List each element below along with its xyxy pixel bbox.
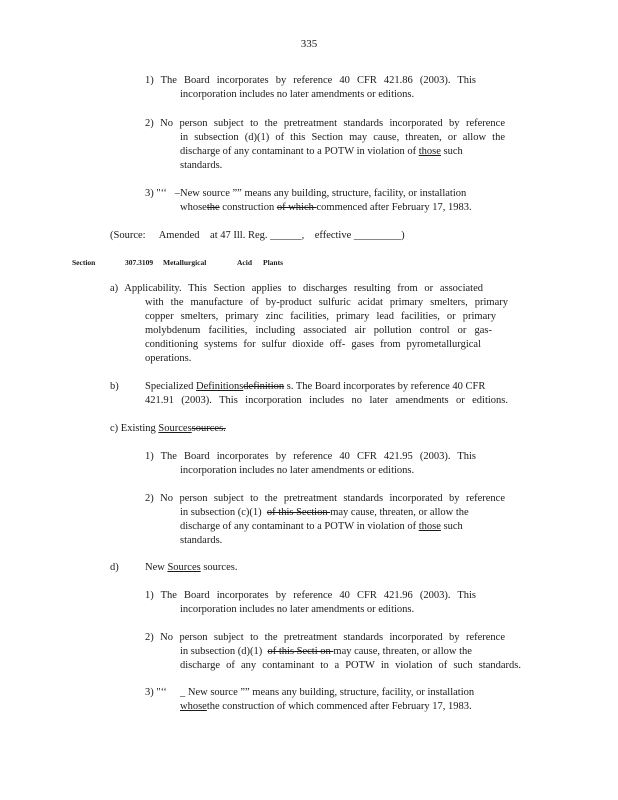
subsection-d-item-3-line-1: 3) "‘‘ _ New source ”” means any building, structure, facility, or installation <box>145 687 475 698</box>
top-item-2-line-2: in subsection (d)(1) of this Section may cause, threaten, or allow the <box>180 132 505 143</box>
subsection-a-line-3: copper smelters, primary zinc facilities, primary lead facilities, or primary <box>145 311 496 322</box>
section-number: 307.3109 <box>125 258 154 267</box>
section-title-word-3: Plants <box>263 258 284 267</box>
subsection-a-line-5: conditioning systems for sulfur dioxide off- gases from pyrometallurgical <box>145 339 481 350</box>
subsection-d-item-2-line-2: in subsection (d)(1) of this Secti on may cause, threaten, or allow the <box>180 646 472 657</box>
section-label: Section <box>72 258 96 267</box>
section-title-word-1: Metallurgical <box>163 258 207 267</box>
subsection-c-item-1-line-2: incorporation includes no later amendments or editions. <box>180 465 415 476</box>
subsection-c-item-2-line-2: in subsection (c)(1) of this Section may cause, threaten, or allow the <box>180 507 469 518</box>
top-item-2-line-3: discharge of any contaminant to a POTW in violation of those such <box>180 146 463 157</box>
page-number: 335 <box>300 38 318 50</box>
top-item-2-line-4: standards. <box>180 160 223 171</box>
subsection-d-item-1-line-1: 1) The Board incorporates by reference 40 CFR 421.96 (2003). This <box>145 590 476 601</box>
subsection-a-line-1: a) Applicability. This Section applies to discharges resulting from or associated <box>110 283 483 294</box>
top-item-3-line-2: whosethe construction of which commenced after February 17, 1983. <box>180 202 472 213</box>
subsection-b-line-2: 421.91 (2003). This incorporation includes no later amendments or editions. <box>145 395 508 406</box>
top-item-2-line-1: 2) No person subject to the pretreatment standards incorporated by reference <box>145 118 505 129</box>
subsection-a-line-6: operations. <box>145 353 192 364</box>
subsection-c-item-2-line-4: standards. <box>180 535 223 546</box>
subsection-c-item-1-line-1: 1) The Board incorporates by reference 40 CFR 421.95 (2003). This <box>145 451 476 462</box>
subsection-c-item-2-line-1: 2) No person subject to the pretreatment standards incorporated by reference <box>145 493 505 504</box>
subsection-d-item-3-line-2: whosethe construction of which commenced after February 17, 1983. <box>180 701 472 712</box>
top-item-3-line-1: 3) "‘‘ –New source ”” means any building, structure, facility, or installation <box>145 188 467 199</box>
subsection-d-item-1-line-2: incorporation includes no later amendments or editions. <box>180 604 415 615</box>
subsection-c-heading: c) Existing Sourcessources. <box>110 423 226 434</box>
subsection-b-label: b) <box>110 381 119 392</box>
subsection-d-label: d) <box>110 562 119 573</box>
subsection-a-line-4: molybdenum facilities, including associated air pollution control or gas- <box>145 325 492 336</box>
subsection-a-line-2: with the manufacture of by-product sulfuric acidat primary smelters, primary <box>145 297 508 308</box>
subsection-d-item-2-line-3: discharge of any contaminant to a POTW in violation of such standards. <box>180 660 521 671</box>
section-title-word-2: Acid <box>237 258 252 267</box>
subsection-d-heading: New Sources sources. <box>145 562 238 573</box>
source-note: (Source: Amended at 47 Ill. Reg. ______, effective _________) <box>110 230 405 241</box>
subsection-b-line-1: Specialized Definitionsdefinition s. The Board incorporates by reference 40 CFR <box>145 381 486 392</box>
subsection-d-item-2-line-1: 2) No person subject to the pretreatment standards incorporated by reference <box>145 632 505 643</box>
top-item-1-line-2: incorporation includes no later amendments or editions. <box>180 89 415 100</box>
top-item-1-line-1: 1) The Board incorporates by reference 40 CFR 421.86 (2003). This <box>145 75 476 86</box>
subsection-c-item-2-line-3: discharge of any contaminant to a POTW in violation of those such <box>180 521 463 532</box>
